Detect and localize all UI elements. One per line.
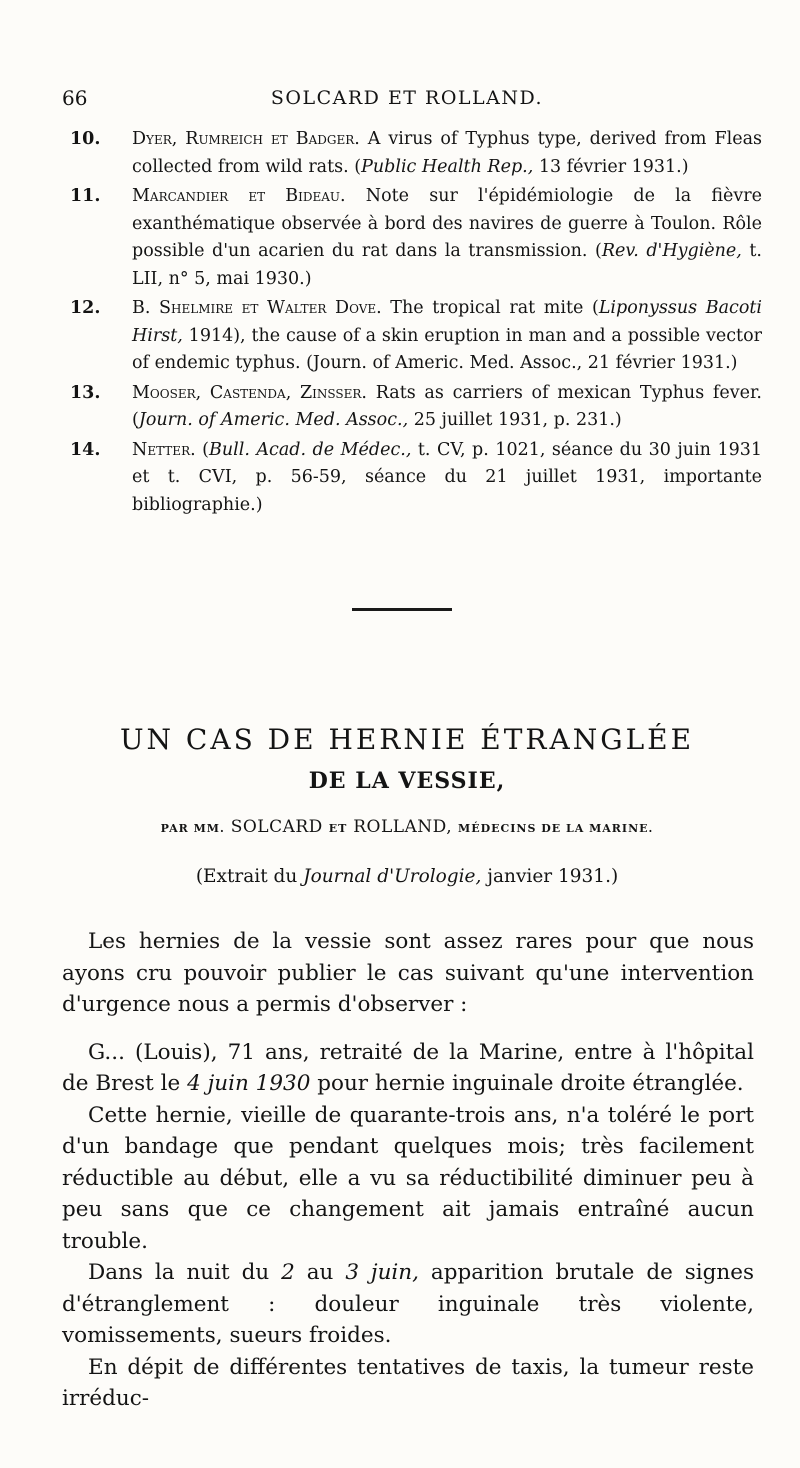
paragraph-text: Dans la nuit du: [88, 1260, 270, 1285]
reference-source: Rev. d'Hygiène,: [601, 241, 742, 261]
byline: [62, 817, 752, 837]
reference-number: 10.: [70, 129, 101, 149]
excerpt-note: [62, 866, 752, 887]
reference-source: Bull. Acad. de Médec.,: [209, 439, 412, 460]
reference-title: (: [195, 439, 210, 460]
reference-title: Rats as carriers of mexican Typhus fever. (: [132, 382, 762, 430]
article-body: [62, 926, 754, 1415]
reference-tail: t. CV, p. 1021, séance du 30 juin 1931 et t. CVI, p. 56-59, séance du 21 juillet 1931, importante bibliographie.): [132, 439, 762, 515]
byline-et: ET: [328, 822, 348, 835]
reference-item: [62, 437, 762, 520]
reference-title: The tropical rat mite (: [381, 298, 599, 318]
reference-tail: 25 juillet 1931, p. 231.): [408, 410, 622, 430]
running-title: SOLCARD ET ROLLAND.: [270, 87, 544, 109]
reference-item: [62, 380, 762, 435]
reference-source: Liponyssus Bacoti Hirst,: [132, 298, 763, 346]
running-head: [62, 86, 752, 120]
section-divider: [352, 608, 452, 611]
excerpt-prefix: (Extrait du: [195, 866, 298, 887]
byline-author-1: SOLCARD: [230, 817, 323, 837]
byline-par: PAR MM.: [160, 822, 225, 835]
byline-author-2: ROLLAND,: [353, 817, 453, 837]
reference-source: Public Health Rep.,: [361, 156, 534, 177]
reference-number: 14.: [70, 439, 101, 460]
reference-number: 11.: [70, 186, 101, 206]
byline-role: MÉDECINS DE LA MARINE.: [458, 822, 654, 835]
paragraph: [62, 1257, 754, 1352]
paragraph-text: G... (Louis), 71 ans, retraité de la Marine, entre à l'hôpital de Brest le: [62, 1039, 754, 1096]
reference-authors: Mooser, Castenda, Zinsser.: [132, 382, 367, 403]
reference-item: [62, 295, 762, 378]
reference-authors: Marcandier et Bideau.: [132, 186, 346, 206]
reference-item: [62, 126, 762, 181]
reference-number: 12.: [70, 298, 101, 318]
paragraph-date: 4 juin 1930: [187, 1071, 311, 1096]
paragraph-text: au: [306, 1260, 334, 1285]
reference-list: [62, 126, 762, 521]
paragraph: En dépit de différentes tentatives de taxis, la tumeur reste irréduc-: [62, 1354, 754, 1411]
reference-authors: Netter.: [132, 439, 196, 460]
paragraph-date: 3 juin,: [345, 1260, 419, 1285]
paragraph-text: apparition brutale de signes d'étranglement : douleur inguinale très violente, vomissements, sueurs froides.: [62, 1260, 754, 1348]
excerpt-journal: Journal d'Urologie,: [303, 866, 482, 887]
article-subtitle: DE LA VESSIE,: [308, 768, 506, 794]
article-title: UN CAS DE HERNIE ÉTRANGLÉE: [119, 723, 695, 756]
paragraph: [62, 1037, 754, 1100]
reference-tail: 13 février 1931.): [533, 156, 689, 177]
reference-authors: B. Shelmire et Walter Dove.: [132, 298, 382, 318]
reference-source: Journ. of Americ. Med. Assoc.,: [138, 410, 409, 430]
reference-title: Note sur l'épidémiologie de la fièvre exanthématique observée à bord des navires de guerre à Toulon. Rôle possible d'un acarien du rat dans la transmission. (: [132, 186, 762, 261]
paragraph-date: 2: [281, 1260, 295, 1285]
reference-tail: 1914), the cause of a skin eruption in man and a possible vector of endemic typhus. (Journ. of Americ. Med. Assoc., 21 février 1931.): [132, 325, 762, 373]
page-number: 66: [62, 86, 88, 110]
reference-tail: t. LII, n° 5, mai 1930.): [132, 241, 762, 289]
excerpt-suffix: janvier 1931.): [487, 866, 619, 887]
paragraph-text: pour hernie inguinale droite étranglée.: [317, 1071, 744, 1096]
reference-item: [62, 183, 762, 293]
reference-authors: Dyer, Rumreich et Badger.: [132, 129, 360, 149]
reference-title: A virus of Typhus type, derived from Fleas collected from wild rats. (: [132, 129, 762, 177]
paragraph: Cette hernie, vieille de quarante-trois ans, n'a toléré le port d'un bandage que pendant quelques mois; très facilement réductible au début, elle a vu sa réductibilité diminuer peu à peu sans que ce changement ait jamais entraîné aucun trouble.: [62, 1102, 754, 1254]
intro-paragraph: Les hernies de la vessie sont assez rares pour que nous ayons cru pouvoir publier le cas suivant qu'une intervention d'urgence nous a permis d'observer :: [62, 929, 754, 1017]
reference-number: 13.: [70, 382, 101, 403]
